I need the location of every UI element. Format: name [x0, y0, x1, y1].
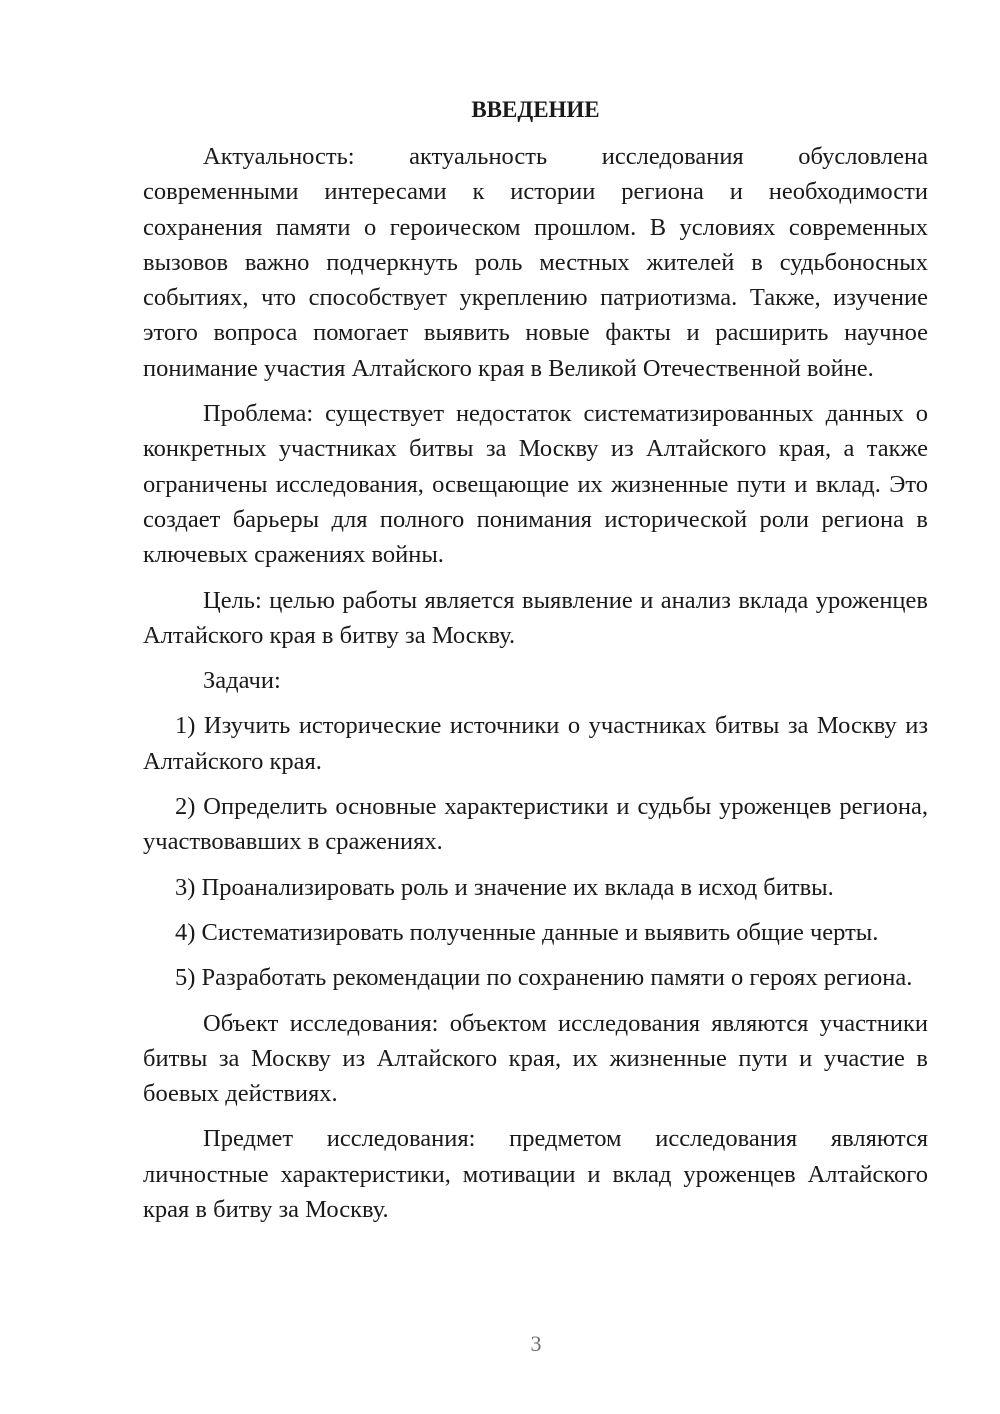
paragraph-relevance: Актуальность: актуальность исследования обусловлена современными интересами к истории региона и необходимости сохранения памяти о героическом прошлом. В условиях современных вызовов важно подчеркнуть роль местных жителей в судьбоносных событиях, что способствует укреплению патриотизма. Также, изучение этого вопроса помогает выявить новые факты и расширить научное понимание участия Алтайского края в Великой Отечественной войне.	[143, 143, 928, 382]
page-content	[143, 92, 928, 1227]
page-number: 3	[530, 1331, 542, 1356]
paragraph-problem: Проблема: существует недостаток систематизированных данных о конкретных участниках битвы за Москву из Алтайского края, а также ограничены исследования, освещающие их жизненные пути и вклад. Это создает барьеры для полного понимания исторической роли региона в ключевых сражениях войны.	[143, 400, 928, 569]
paragraph-subject: Предмет исследования: предметом исследования являются личностные характеристики, мотивации и вклад уроженцев Алтайского края в битву за Москву.	[143, 1125, 928, 1224]
task-item-4: 4) Систематизировать полученные данные и выявить общие черты.	[175, 918, 879, 946]
task-item-2: 2) Определить основные характеристики и судьбы уроженцев региона, участвовавших в сражениях.	[143, 793, 928, 856]
task-item-1: 1) Изучить исторические источники о участниках битвы за Москву из Алтайского края.	[143, 712, 928, 775]
paragraph-object: Объект исследования: объектом исследования являются участники битвы за Москву из Алтайского края, их жизненные пути и участие в боевых действиях.	[143, 1009, 928, 1108]
tasks-heading: Задачи:	[203, 667, 281, 695]
section-title: ВВЕДЕНИЕ	[471, 97, 600, 122]
task-item-5: 5) Разработать рекомендации по сохранению памяти о героях региона.	[175, 964, 913, 992]
task-item-3: 3) Проанализировать роль и значение их вклада в исход битвы.	[175, 873, 834, 901]
paragraph-goal: Цель: целью работы является выявление и анализ вклада уроженцев Алтайского края в битву за Москву.	[143, 586, 928, 649]
